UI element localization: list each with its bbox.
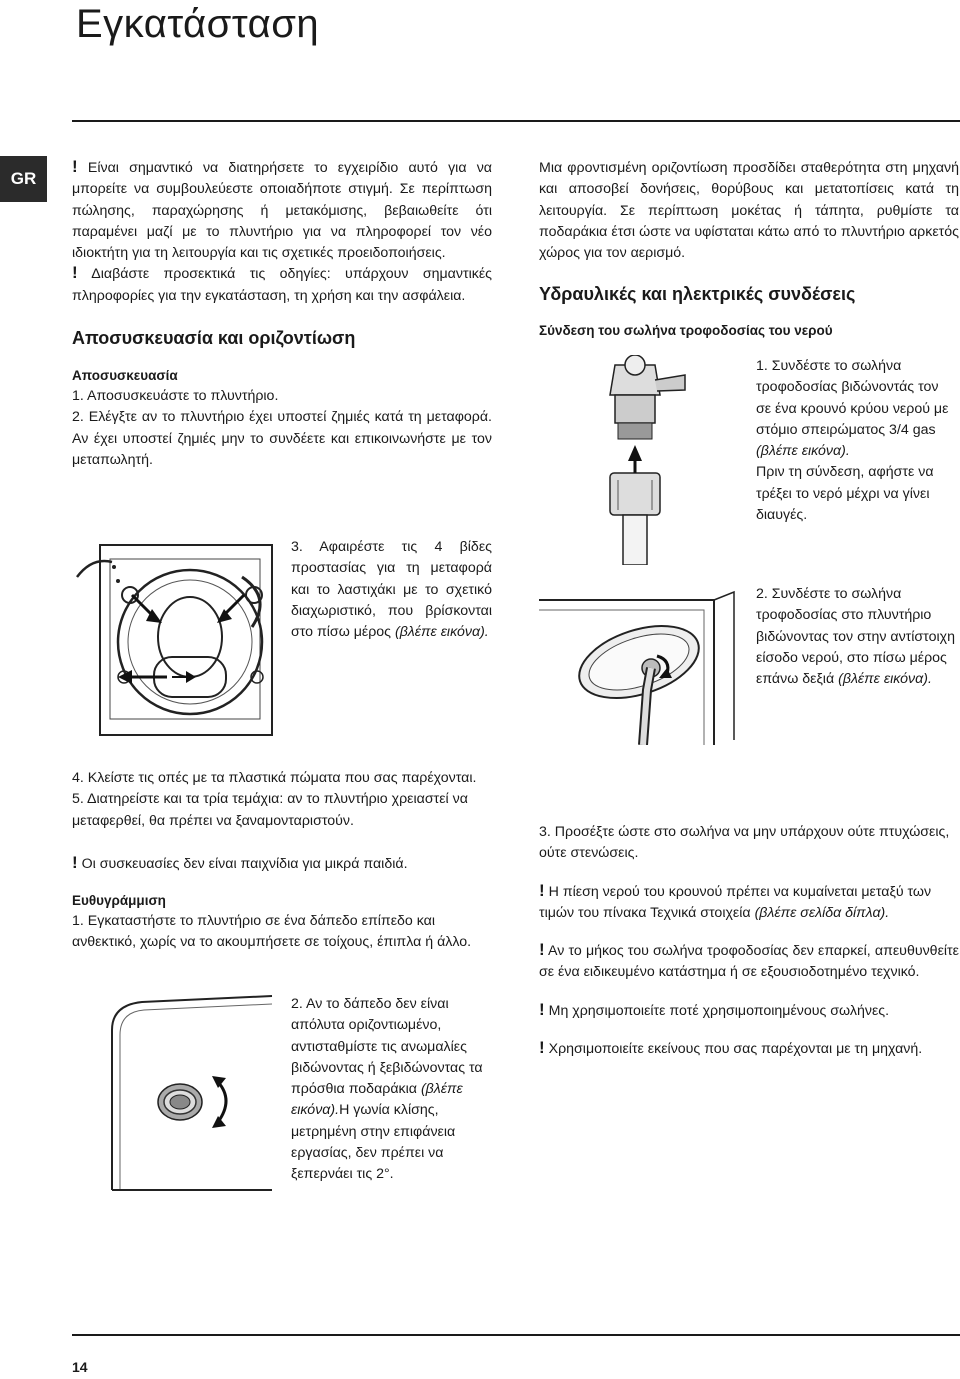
warning-keep-manual: Είναι σημαντικό να διατηρήσετε το εγχειρίδιο αυτό για να μπορείτε να συμβουλεύεστε οποιαδήποτε στιγμή. Σε περίπτωση πώλησης, παραχώρησης ή μετακόμισης, βεβαιωθείτε ότι παραμένει μαζί με το πλυντήριο για να πληροφορεί τον νέο ιδιοκτήτη για τη λειτουργία και τις σχετικές προειδοποιήσεις. <box>72 160 492 262</box>
warning-hose-length: Αν το μήκος του σωλήνα τροφοδοσίας δεν επαρκεί, απευθυνθείτε σε ένα ειδικευμένο κατάστημα ή σε εξουσιοδοτημένο τεχνικό. <box>539 943 959 981</box>
warning-mark-icon: ! <box>539 1038 545 1058</box>
unpack-step-4: 4. Κλείστε τις οπές με τα πλαστικά πώματα που σας παρέχονται. <box>72 770 477 786</box>
unpack-step-2: 2. Ελέγξτε αν το πλυντήριο έχει υποστεί ζημιές κατά τη μεταφορά. Αν έχει υποστεί ζημιές μην το συνδέετε και επικοινωνήστε με τον μεταπωλητή. <box>72 409 492 468</box>
right-bottom-column <box>539 822 959 1060</box>
conn-2-figure-ref: (βλέπε εικόνα). <box>838 671 932 688</box>
levelling-step-2-block <box>291 994 492 1186</box>
subheading-water-inlet-hose: Σύνδεση του σωλήνα τροφοδοσίας του νερού <box>539 323 833 339</box>
levelling-intro: Μια φροντισμένη οριζοντίωση προσδίδει σταθερότητα στη μηχανή και αποσοβεί δονήσεις, θορύβους και μετατοπίσεις κατά τη λειτουργία. Σε περίπτωση μοκέτας ή τάπητα, ρυθμίστε τα ποδαράκια έτσι ώστε να υφίσταται κάτω από το πλυντήριο αρκετός χώρος για τον αερισμό. <box>539 160 959 262</box>
step-3-figure-ref: (βλέπε εικόνα). <box>394 624 489 641</box>
warning-use-supplied-hoses: Χρησιμοποιείτε εκείνους που σας παρέχονται με τη μηχανή. <box>548 1041 923 1058</box>
left-top-column <box>72 158 492 471</box>
machine-inlet-figure <box>539 590 739 745</box>
warning-mark-icon: ! <box>539 940 545 960</box>
header-divider <box>72 120 960 122</box>
unpack-step-1: 1. Αποσυσκευάστε το πλυντήριο. <box>72 388 279 405</box>
connection-flush-note: Πριν τη σύνδεση, αφήστε να τρέξει το νερό μέχρι να γίνει διαυγές. <box>756 464 934 524</box>
subheading-levelling: Ευθυγράμμιση <box>72 893 166 909</box>
warning-mark-icon: ! <box>539 880 545 900</box>
unpack-step-3: 3. Αφαιρέστε τις 4 βίδες προστασίας για τη μεταφορά και το λαστιχάκι με το σχετικό διαχωριστικό, που βρίσκονται στο πίσω μέρος <box>291 539 492 641</box>
section-heading-connections: Υδραυλικές και ηλεκτρικές συνδέσεις <box>539 284 856 305</box>
connection-step-2: 2. Συνδέστε το σωλήνα τροφοδοσίας στο πλυντήριο βιδώνοντας τον στην αντίστοιχη είσοδο νερού, στο πίσω μέρος επάνω δεξιά <box>756 586 955 688</box>
footer-divider <box>72 1334 960 1336</box>
unpack-step-5: 5. Διατηρείστε και τα τρία τεμάχια: αν το πλυντήριο χρειαστεί να μεταφερθεί, θα πρέπει να ξαναμονταριστούν. <box>72 791 468 829</box>
conn-1-figure-ref: (βλέπε εικόνα). <box>756 443 850 460</box>
warning-water-pressure: Η πίεση νερού του κρουνού πρέπει να κυμαίνεται μεταξύ των τιμών του πίνακα Τεχνικά στοιχεία <box>539 883 932 921</box>
warning-read-instructions: Διαβάστε προσεκτικά τις οδηγίες: υπάρχουν σημαντικές πληροφορίες για την εγκατάσταση, τη χρήση και την ασφάλεια. <box>72 266 492 304</box>
right-top-column <box>539 158 959 341</box>
levelling-tilt-limit: Η γωνία κλίσης, μετρημένη στην επιφάνεια εργασίας, δεν πρέπει να ξεπερνάει τις 2°. <box>291 1102 456 1183</box>
warning-mark-icon: ! <box>539 999 545 1019</box>
unpack-step-3-block <box>291 537 492 643</box>
page-title: Εγκατάσταση <box>76 2 320 46</box>
warning-mark-icon: ! <box>72 852 78 872</box>
left-bottom-column <box>72 768 492 954</box>
warning-mark-icon: ! <box>72 263 78 283</box>
warning-no-used-hoses: Μη χρησιμοποιείτε ποτέ χρησιμοποιημένους σωλήνες. <box>548 1002 890 1019</box>
technical-data-ref: (βλέπε σελίδα δίπλα). <box>754 904 890 921</box>
subheading-unpacking: Αποσυσκευασία <box>72 368 178 384</box>
warning-packaging-children: Οι συσκευασίες δεν είναι παιχνίδια για μικρά παιδιά. <box>81 855 408 872</box>
warning-mark-icon: ! <box>72 157 78 176</box>
step-2-figure-ref: (βλέπε εικόνα). <box>291 1081 463 1119</box>
adjustable-foot-figure <box>72 990 282 1200</box>
connection-step-1-block <box>756 356 956 526</box>
washer-back-screws-figure <box>72 537 282 742</box>
connection-step-1: 1. Συνδέστε το σωλήνα τροφοδοσίας βιδώνοντάς τον σε ένα κρουνό κρύου νερού με στόμιο σπειρώματος 3/4 gas <box>756 358 949 438</box>
page-number: 14 <box>72 1359 88 1375</box>
language-tab: GR <box>0 156 47 202</box>
levelling-step-2: 2. Αν το δάπεδο δεν είναι απόλυτα οριζοντιωμένο, αντισταθμίστε τις ανωμαλίες βιδώνοντας ή ξεβιδώνοντας τα πρόσθια ποδαράκια <box>291 996 483 1098</box>
connection-step-3: 3. Προσέξτε ώστε στο σωλήνα να μην υπάρχουν ούτε πτυχώσεις, ούτε στενώσεις. <box>539 824 950 862</box>
tap-hose-figure <box>560 355 710 565</box>
connection-step-2-block <box>756 584 956 690</box>
levelling-step-1: 1. Εγκαταστήστε το πλυντήριο σε ένα δάπεδο επίπεδο και ανθεκτικό, χωρίς να το ακουμπήσετε σε τοίχους, έπιπλα ή άλλο. <box>72 913 472 951</box>
section-heading-unpacking-levelling: Αποσυσκευασία και οριζοντίωση <box>72 328 356 349</box>
